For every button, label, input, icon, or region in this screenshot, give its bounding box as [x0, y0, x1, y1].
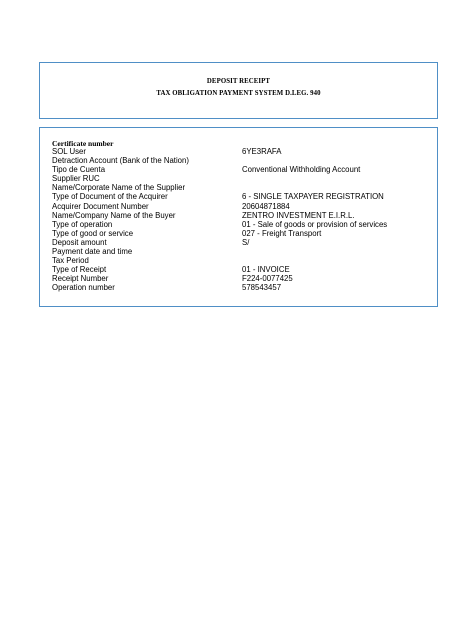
detail-label: Type of operation: [52, 219, 113, 229]
detail-row-acquirer-doc-number: [52, 202, 432, 211]
detail-value: 01 - INVOICE: [242, 265, 290, 275]
detail-row-operation-type: [52, 220, 432, 229]
detail-label: Supplier RUC: [52, 174, 100, 184]
detail-row-account-type: [52, 165, 432, 174]
detail-row-supplier-ruc: [52, 174, 432, 183]
detail-label: Detraction Account (Bank of the Nation): [52, 156, 189, 166]
detail-value: ZENTRO INVESTMENT E.I.R.L.: [242, 210, 355, 220]
detail-row-detraction-account: [52, 156, 432, 165]
detail-value: 6 - SINGLE TAXPAYER REGISTRATION: [242, 192, 384, 202]
detail-label: Receipt Number: [52, 274, 109, 284]
detail-label: Deposit amount: [52, 237, 107, 247]
detail-value: Conventional Withholding Account: [242, 165, 361, 175]
details-list: [52, 147, 432, 293]
detail-label: Name/Company Name of the Buyer: [52, 210, 176, 220]
detail-value: 578543457: [242, 283, 282, 293]
detail-row-deposit-amount: [52, 238, 432, 247]
detail-value: 20604871884: [242, 201, 290, 211]
detail-label: Type of good or service: [52, 228, 134, 238]
detail-label: Tax Period: [52, 256, 89, 266]
detail-row-good-service-type: [52, 229, 432, 238]
detail-label: Acquirer Document Number: [52, 201, 149, 211]
detail-row-payment-datetime: [52, 247, 432, 256]
detail-label: Operation number: [52, 283, 115, 293]
receipt-header-box: [39, 62, 438, 119]
receipt-title: DEPOSIT RECEIPT: [206, 78, 271, 85]
detail-value: 027 - Freight Transport: [242, 228, 322, 238]
receipt-details-box: [39, 127, 438, 307]
detail-value: S/: [242, 237, 250, 247]
detail-value: 6YE3RAFA: [242, 147, 282, 156]
receipt-subtitle: TAX OBLIGATION PAYMENT SYSTEM D.LEG. 940: [156, 90, 321, 97]
detail-row-buyer-name: [52, 211, 432, 220]
detail-label: Tipo de Cuenta: [52, 165, 106, 175]
detail-row-supplier-name: [52, 183, 432, 192]
certificate-heading: Certificate number: [52, 139, 114, 148]
detail-label: Name/Corporate Name of the Supplier: [52, 183, 186, 193]
detail-row-operation-number: [52, 283, 432, 292]
detail-value: F224-0077425: [242, 274, 293, 284]
detail-label: Type of Document of the Acquirer: [52, 192, 168, 202]
detail-row-receipt-type: [52, 265, 432, 274]
detail-label: SOL User: [52, 147, 86, 156]
detail-row-sol-user: [52, 147, 432, 156]
detail-value: 01 - Sale of goods or provision of services: [242, 219, 388, 229]
detail-label: Payment date and time: [52, 247, 133, 257]
detail-row-acquirer-doc-type: [52, 192, 432, 201]
detail-label: Type of Receipt: [52, 265, 107, 275]
detail-row-tax-period: [52, 256, 432, 265]
detail-row-receipt-number: [52, 274, 432, 283]
